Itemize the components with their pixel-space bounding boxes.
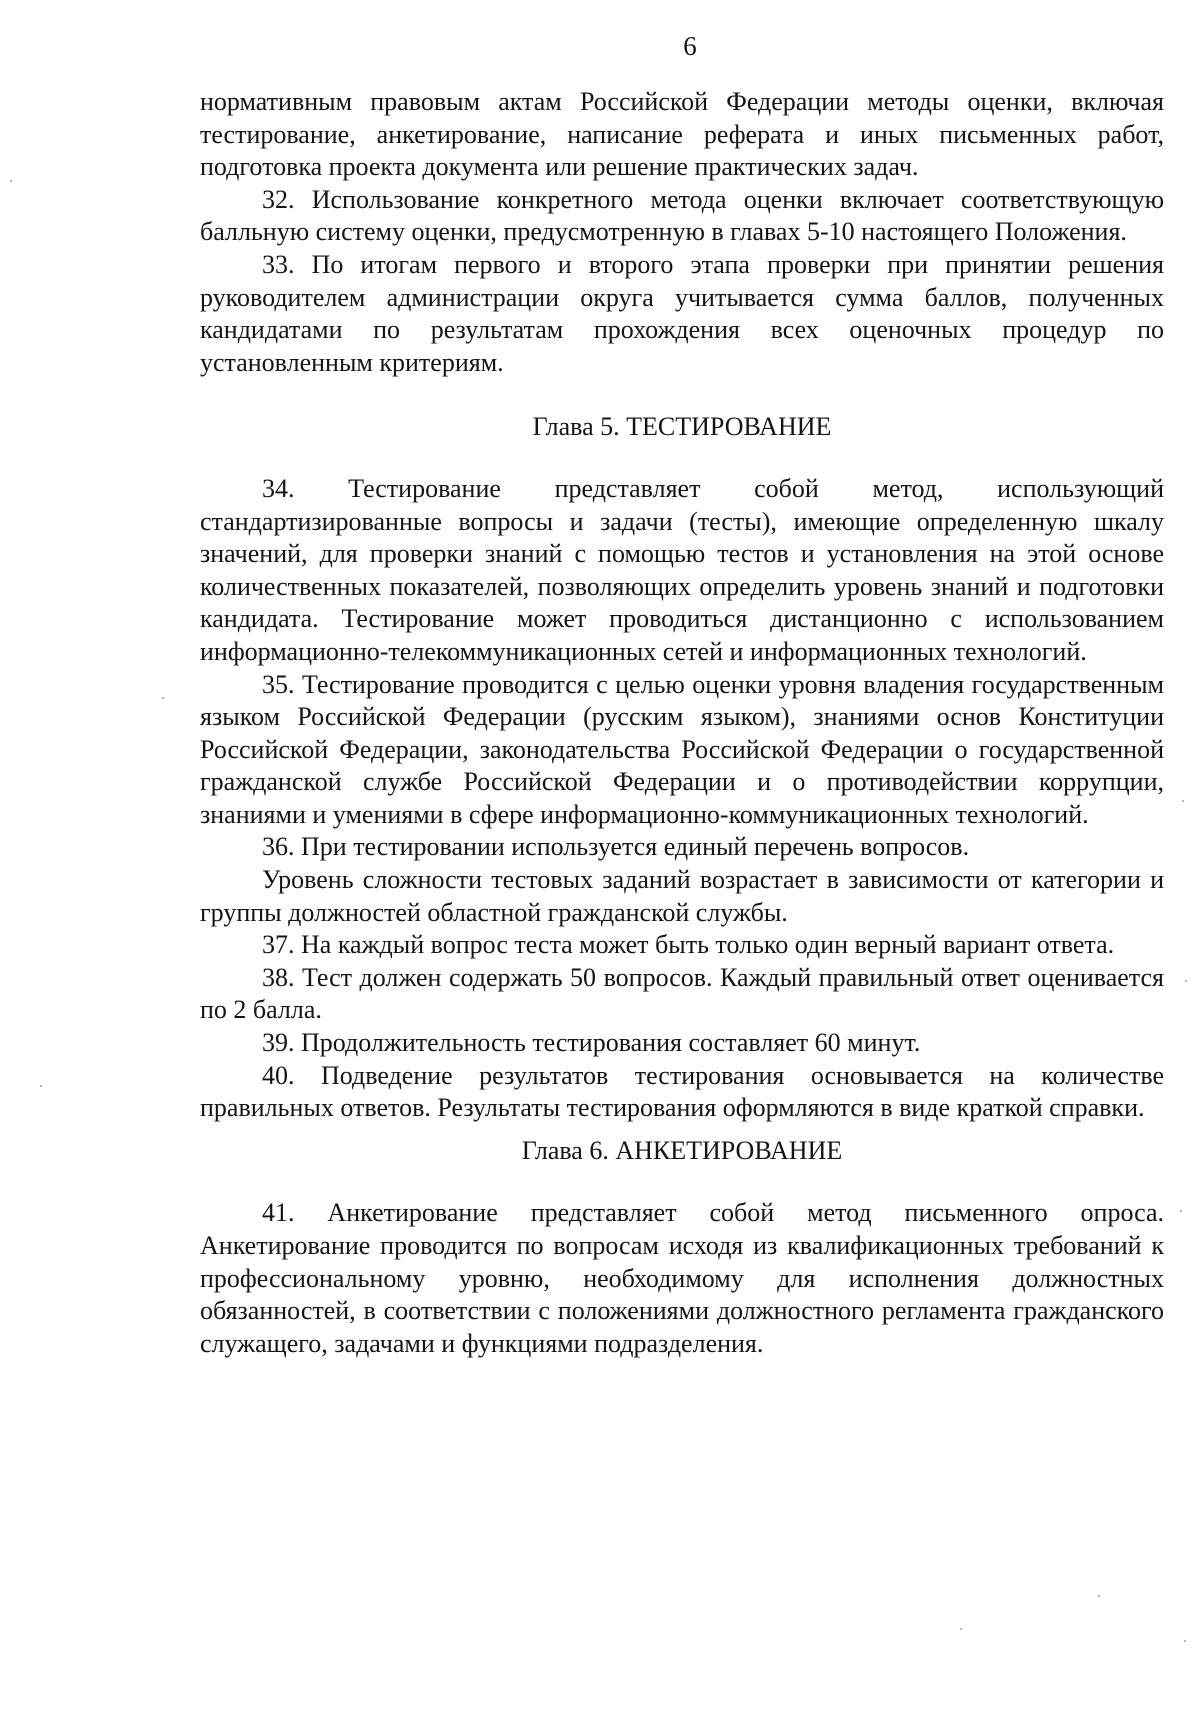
paragraph-39: 39. Продолжительность тестирования составляет 60 минут.: [262, 1028, 921, 1058]
chapter-6-heading: Глава 6. АНКЕТИРОВАНИЕ: [521, 1135, 843, 1165]
scan-speck: [10, 180, 12, 182]
scan-speck: [40, 1085, 42, 1087]
scan-speck: [960, 1628, 962, 1630]
paragraph-36: 36. При тестировании используется единый перечень вопросов.: [262, 832, 970, 862]
paragraph-33: 33. По итогам первого и второго этапа проверки при принятии решения руководителем администрации округа учитывается сумма баллов, полученных кандидатами по результатам прохождения всех оценочных процедур по установленным критериям.: [200, 249, 1164, 377]
scan-speck: [1098, 1595, 1100, 1597]
scan-speck: [162, 697, 164, 699]
paragraph-34: 34. Тестирование представляет собой метод, использующий стандартизированные вопросы и задачи (тесты), имеющие определенную шкалу значений, для проверки знаний с помощью тестов и установления на этой основе количественных показателей, позволяющих определить уровень знаний и подготовки кандидата. Тестирование может проводиться дистанционно с использованием информационно-телекоммуникационных сетей и информационных технологий.: [200, 473, 1164, 666]
document-body: [200, 86, 1164, 1360]
page-number: 6: [683, 31, 697, 61]
paragraph-37: 37. На каждый вопрос теста может быть только один верный вариант ответа.: [262, 930, 1115, 960]
paragraph-36-continued: Уровень сложности тестовых заданий возрастает в зависимости от категории и группы должностей областной гражданской службы.: [200, 865, 1164, 927]
paragraph-40: 40. Подведение результатов тестирования основывается на количестве правильных ответов. Результаты тестирования оформляются в виде краткой справки.: [200, 1060, 1164, 1123]
paragraph-continued: нормативным правовым актам Российской Федерации методы оценки, включая тестирование, анкетирование, написание реферата и иных письменных работ, подготовка проекта документа или решение практических задач.: [200, 87, 1164, 182]
scan-speck: [1182, 800, 1184, 802]
scan-speck: [1180, 1210, 1182, 1212]
paragraph-32: 32. Использование конкретного метода оценки включает соответствующую балльную систему оценки, предусмотренную в главах 5-10 настоящего Положения.: [200, 184, 1164, 247]
paragraph-41: 41. Анкетирование представляет собой метод письменного опроса. Анкетирование проводится по вопросам исходя из квалификационных требований к профессиональному уровню, необходимому для исполнения должностных обязанностей, в соответствии с положениями должностного регламента гражданского служащего, задачами и функциями подразделения.: [200, 1198, 1164, 1358]
scan-speck: [1184, 1640, 1186, 1642]
paragraph-38: 38. Тест должен содержать 50 вопросов. Каждый правильный ответ оценивается по 2 балла.: [200, 962, 1164, 1025]
chapter-5-heading: Глава 5. ТЕСТИРОВАНИЕ: [532, 412, 832, 442]
paragraph-35: 35. Тестирование проводится с целью оценки уровня владения государственным языком Российской Федерации (русским языком), знаниями основ Конституции Российской Федерации, законодательства Российской Федерации о государственной гражданской службе Российской Федерации и о противодействии коррупции, знаниями и умениями в сфере информационно-коммуникационных технологий.: [200, 669, 1164, 829]
scan-speck: [1185, 980, 1187, 982]
